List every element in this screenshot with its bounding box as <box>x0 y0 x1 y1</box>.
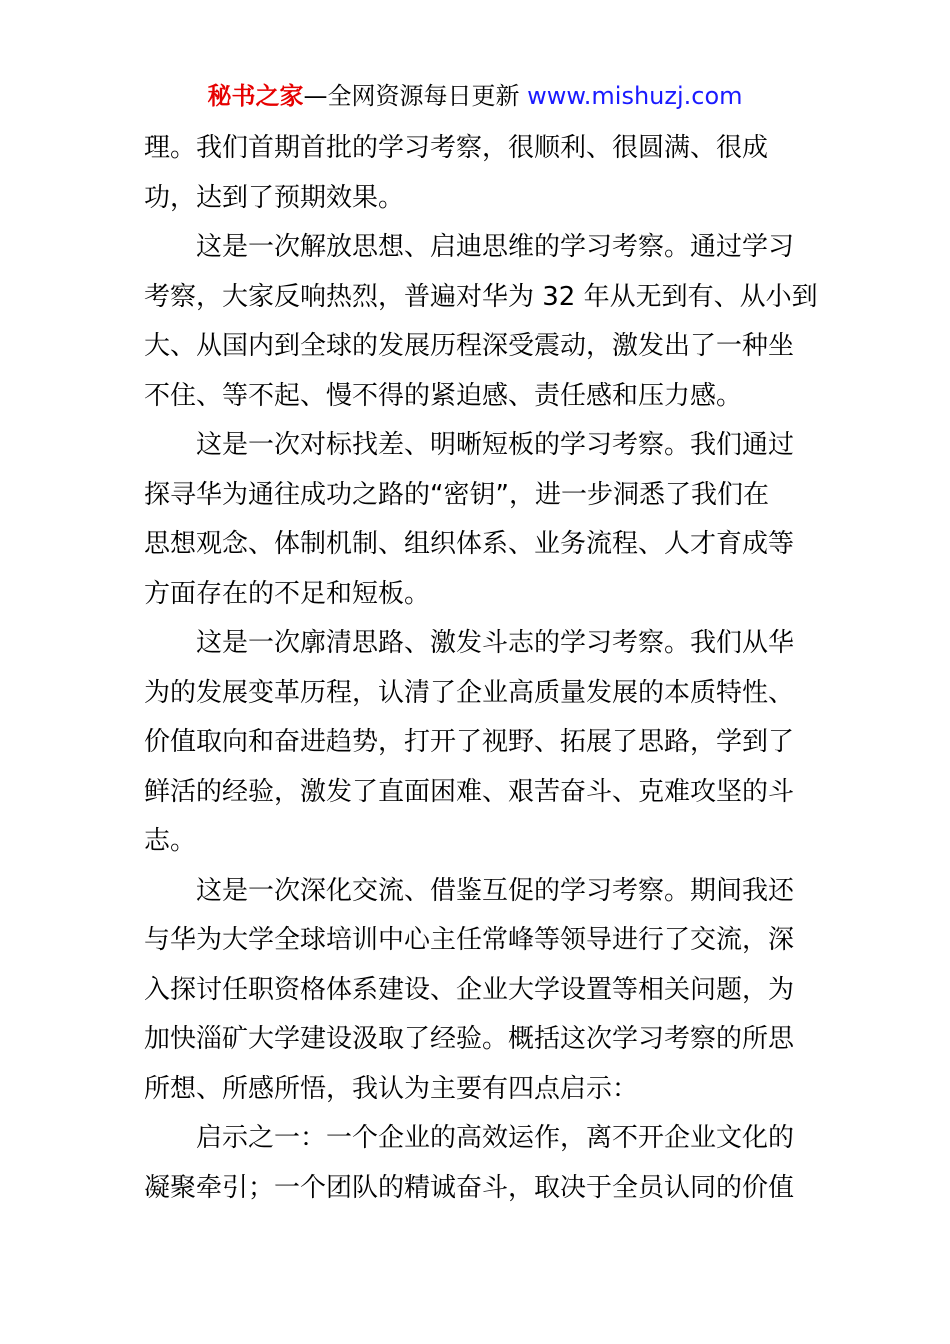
site-brand: 秘书之家 <box>207 82 304 110</box>
text-line: 价值取向和奋进趋势，打开了视野、拓展了思路，学到了 <box>144 727 795 757</box>
text-line: 这是一次廓清思路、激发斗志的学习考察。我们从华 <box>196 628 795 658</box>
text-line: 考察，大家反响热烈，普遍对华为 32 年从无到有、从小到 <box>144 281 818 312</box>
text-line: 凝聚牵引；一个团队的精诚奋斗，取决于全员认同的价值 <box>144 1172 795 1203</box>
text-line: 与华为大学全球培训中心主任常峰等领导进行了交流，深 <box>144 925 795 955</box>
text-line: 这是一次对标找差、明晰短板的学习考察。我们通过 <box>196 430 795 460</box>
document-body <box>144 124 818 1213</box>
text-line: 功，达到了预期效果。 <box>144 182 405 213</box>
site-url-link[interactable]: www.mishuzj.com <box>527 82 743 110</box>
text-line: 这是一次解放思想、启迪思维的学习考察。通过学习 <box>196 232 795 262</box>
text-line: 思想观念、体制机制、组织体系、业务流程、人才育成等 <box>144 529 795 559</box>
text-line: 方面存在的不足和短板。 <box>144 578 431 609</box>
text-line: 入探讨任职资格体系建设、企业大学设置等相关问题，为 <box>144 974 795 1005</box>
text-line: 这是一次深化交流、借鉴互促的学习考察。期间我还 <box>196 875 795 906</box>
text-line: 启示之一：一个企业的高效运作，离不开企业文化的 <box>196 1123 795 1153</box>
text-line: 探寻华为通往成功之路的“密钥”，进一步洞悉了我们在 <box>144 479 769 510</box>
text-line: 所想、所感所悟，我认为主要有四点启示： <box>144 1073 639 1104</box>
text-line: 为的发展变革历程，认清了企业高质量发展的本质特性、 <box>144 677 795 708</box>
text-line: 志。 <box>144 826 197 856</box>
text-line: 鲜活的经验，激发了直面困难、艰苦奋斗、克难攻坚的斗 <box>144 776 795 807</box>
site-tagline: —全网资源每日更新 <box>303 82 528 110</box>
text-line: 大、从国内到全球的发展历程深受震动，激发出了一种坐 <box>144 331 795 361</box>
text-line: 加快淄矿大学建设汲取了经验。概括这次学习考察的所思 <box>144 1024 795 1054</box>
text-line: 理。我们首期首批的学习考察，很顺利、很圆满、很成 <box>144 133 769 163</box>
site-header <box>0 80 950 112</box>
text-line: 不住、等不起、慢不得的紧迫感、责任感和压力感。 <box>144 380 743 411</box>
